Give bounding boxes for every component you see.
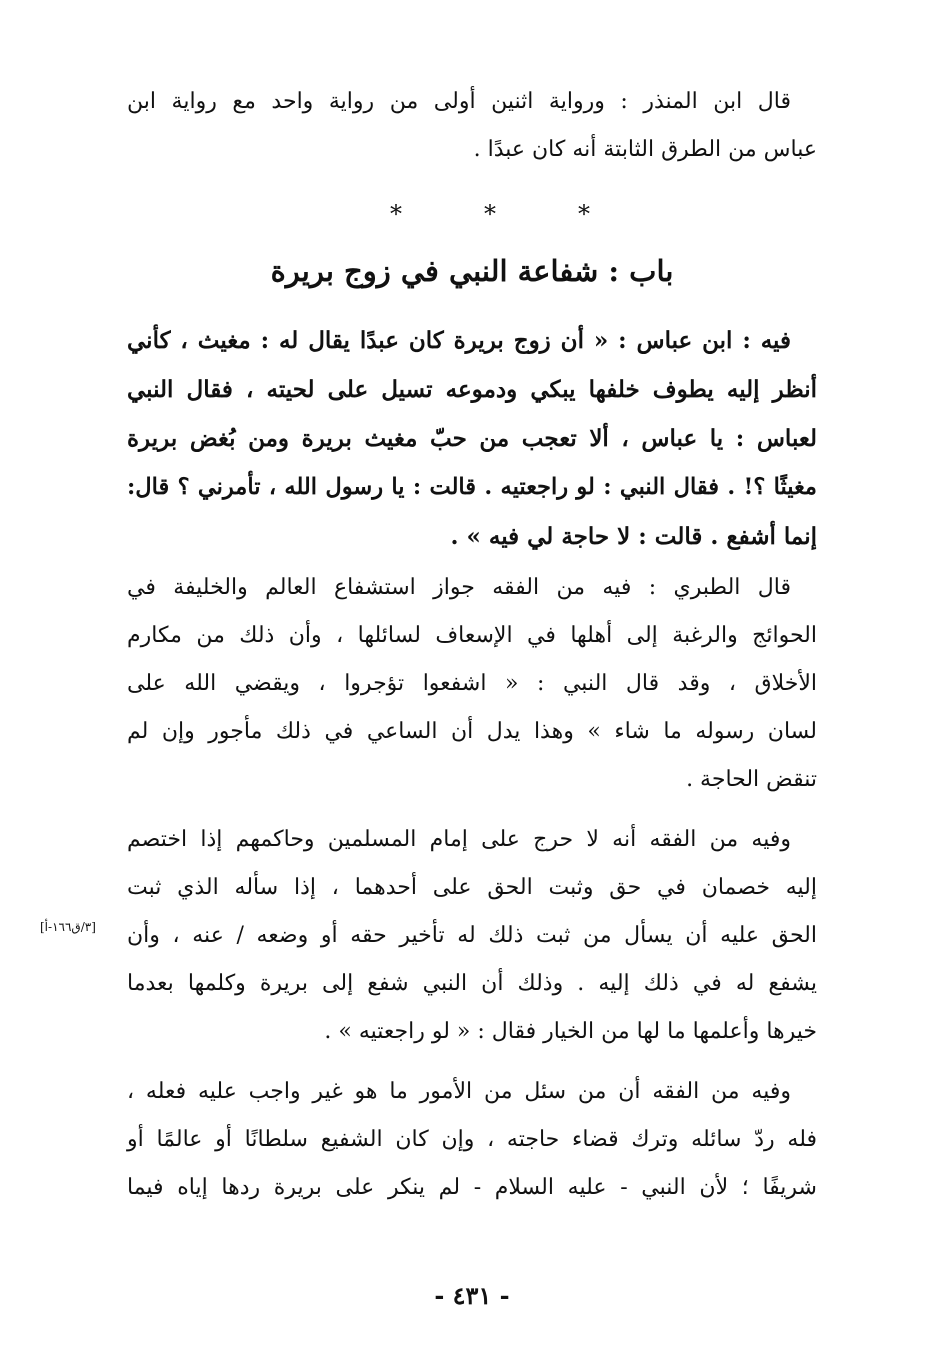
text-line: فله ردّ سائله وترك قضاء حاجته ، وإن كان الشفيع سلطانًا أو عالمًا أو (127, 1127, 817, 1152)
page-number: - ٤٣١ - (434, 1281, 510, 1310)
text-line: إليه خصمان في حق وثبت الحق على أحدهما ، إذا سأله الذي ثبت (127, 875, 817, 900)
text-line: شريفًا ؛ لأن النبي - عليه السلام - لم ينكر على بريرة ردها إياه فيما (127, 1175, 817, 1200)
text-line: الأخلاق ، وقد قال النبي : « اشفعوا تؤجروا ، ويقضي الله على (127, 671, 817, 696)
separator-star: * (390, 200, 402, 228)
text-line: مغيثًا ؟! . فقال النبي : لو راجعتيه . قالت : يا رسول الله ، تأمرني ؟ قال: (127, 474, 817, 500)
separator-star: * (578, 200, 590, 228)
text-line: لسان رسوله ما شاء » وهذا يدل أن الساعي في ذلك مأجور وإن لم (127, 719, 817, 744)
hadith-text (127, 316, 817, 561)
manuscript-folio-note: [٣/ق١٦٦-أ] (40, 920, 96, 934)
text-line: قال ابن المنذر : ورواية اثنين أولى من رواية واحد مع رواية ابن (127, 89, 791, 114)
text-line: يشفع له في ذلك إليه . وذلك أن النبي شفع إلى بريرة وكلمها بعدما (127, 971, 817, 996)
text-line: خيرها وأعلمها ما لها من الخيار فقال : « لو راجعتيه » . (324, 1019, 817, 1044)
opening-paragraph (127, 78, 817, 174)
text-line: الحوائج والرغبة إلى أهلها في الإسعاف لسائلها ، وأن ذلك من مكارم (127, 623, 817, 648)
section-separator (390, 194, 590, 234)
text-line: الحق عليه أن يسأل من ثبت ذلك له تأخير حقه أو وضعه / عنه ، وأن (127, 923, 817, 948)
text-line: قال الطبري : فيه من الفقه جواز استشفاع العالم والخليفة في (127, 575, 791, 600)
text-line: فيه : ابن عباس : « أن زوج بريرة كان عبدًا يقال له : مغيث ، كأني (127, 327, 791, 354)
text-line: عباس من الطرق الثابتة أنه كان عبدًا . (473, 137, 817, 162)
text-line: وفيه من الفقه أنه لا حرج على إمام المسلمين وحاكمهم إذا اختصم (127, 827, 791, 852)
chapter-title: باب : شفاعة النبي في زوج بريرة (270, 254, 674, 288)
text-line: أنظر إليه يطوف خلفها يبكي ودموعه تسيل على لحيته ، فقال النبي (127, 376, 817, 403)
text-line: وفيه من الفقه أن من سئل من الأمور ما هو غير واجب عليه فعله ، (127, 1079, 791, 1104)
commentary-paragraph (127, 1068, 817, 1212)
commentary-paragraph (127, 816, 817, 1056)
separator-star: * (484, 200, 496, 228)
text-line: تنقض الحاجة . (686, 767, 817, 792)
text-line: لعباس : يا عباس ، ألا تعجب من حبّ مغيث بريرة ومن بُغض بريرة (127, 425, 817, 452)
text-line: إنما أشفع . قالت : لا حاجة لي فيه » . (450, 523, 817, 550)
commentary-paragraph (127, 564, 817, 804)
